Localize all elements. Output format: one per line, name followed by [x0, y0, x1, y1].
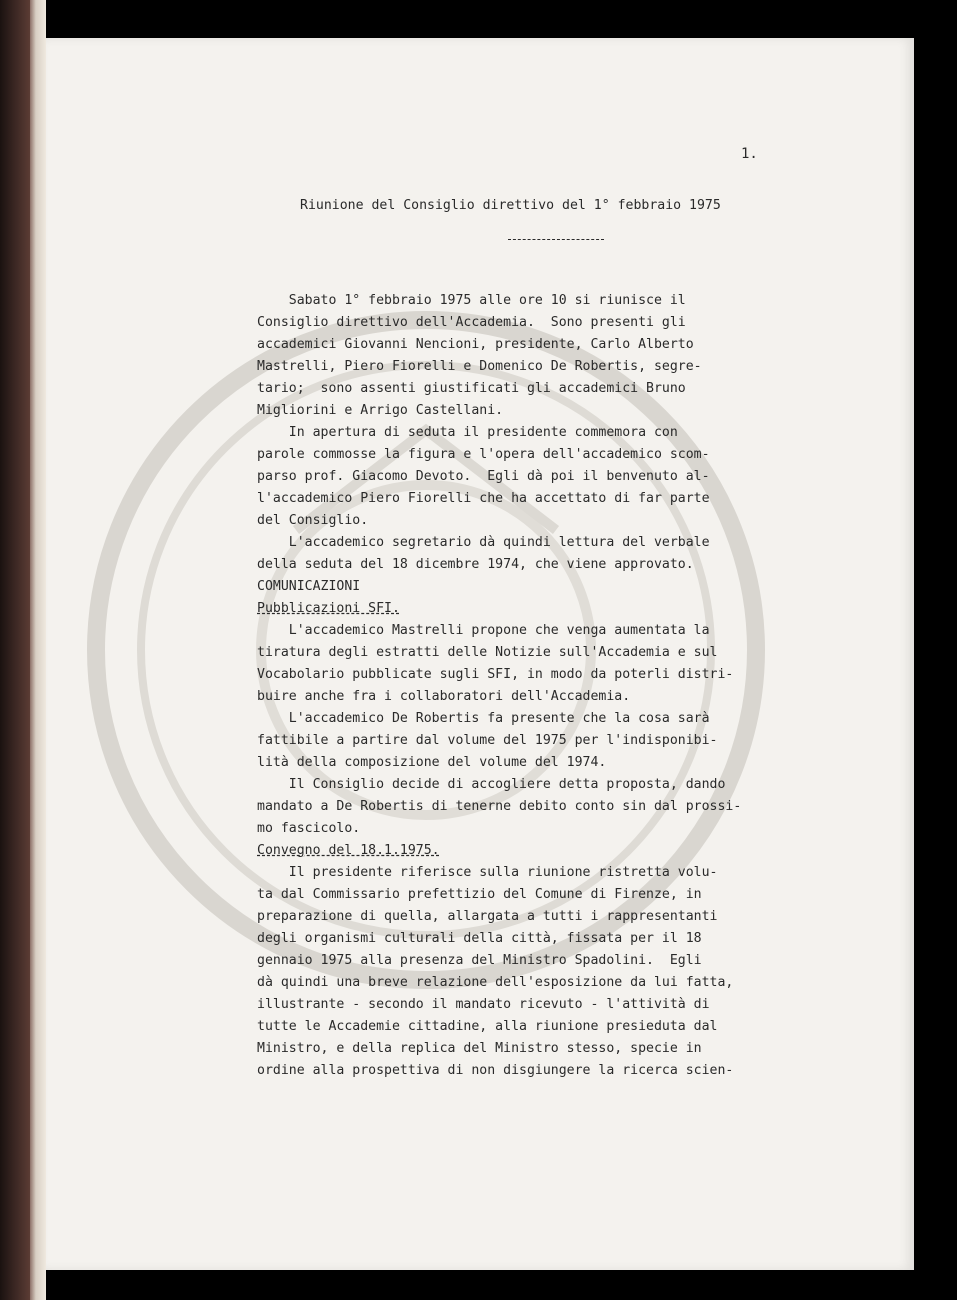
body-line: L'accademico segretario dà quindi lettura del verbale — [257, 535, 710, 550]
body-line: preparazione di quella, allargata a tutti i rappresentanti — [257, 909, 718, 924]
body-line: Il Consiglio decide di accogliere detta proposta, dando — [257, 777, 726, 792]
body-line: gennaio 1975 alla presenza del Ministro Spadolini. Egli — [257, 953, 702, 968]
body-line: parole commosse la figura e l'opera dell'accademico scom- — [257, 447, 710, 462]
body-line: In apertura di seduta il presidente commemora con — [257, 425, 678, 440]
title-underline — [508, 239, 604, 240]
body-line: Ministro, e della replica del Ministro stesso, specie in — [257, 1041, 702, 1056]
document-title: Riunione del Consiglio direttivo del 1° febbraio 1975 — [300, 198, 721, 213]
body-line: fattibile a partire dal volume del 1975 per l'indisponibi- — [257, 733, 718, 748]
body-line: degli organismi culturali della città, fissata per il 18 — [257, 931, 702, 946]
section-heading: COMUNICAZIONI — [257, 579, 361, 594]
body-line: tutte le Accademie cittadine, alla riunione presieduta dal — [257, 1019, 718, 1034]
body-line: tiratura degli estratti delle Notizie sull'Accademia e sul — [257, 645, 718, 660]
body-line: dà quindi una breve relazione dell'esposizione da lui fatta, — [257, 975, 734, 990]
body-line: mandato a De Robertis di tenerne debito conto sin dal prossi- — [257, 799, 742, 814]
subsection-heading: Convegno del 18.1.1975. — [257, 843, 440, 858]
body-line: Consiglio direttivo dell'Accademia. Sono presenti gli — [257, 315, 686, 330]
body-line: Sabato 1° febbraio 1975 alle ore 10 si riunisce il — [257, 293, 686, 308]
body-line: ta dal Commissario prefettizio del Comune di Firenze, in — [257, 887, 702, 902]
body-line: del Consiglio. — [257, 513, 369, 528]
body-line: Il presidente riferisce sulla riunione ristretta volu- — [257, 865, 718, 880]
body-line: lità della composizione del volume del 1974. — [257, 755, 607, 770]
body-line: illustrante - secondo il mandato ricevuto - l'attività di — [257, 997, 710, 1012]
body-line: l'accademico Piero Fiorelli che ha accettato di far parte — [257, 491, 710, 506]
body-line: mo fascicolo. — [257, 821, 361, 836]
body-line: ordine alla prospettiva di non disgiungere la ricerca scien- — [257, 1063, 734, 1078]
body-line: buire anche fra i collaboratori dell'Accademia. — [257, 689, 631, 704]
body-line: Migliorini e Arrigo Castellani. — [257, 403, 504, 418]
document-body — [257, 290, 857, 1082]
body-line: tario; sono assenti giustificati gli accademici Bruno — [257, 381, 686, 396]
body-line: L'accademico De Robertis fa presente che la cosa sarà — [257, 711, 710, 726]
body-line: Vocabolario pubblicate sugli SFI, in modo da poterli distri- — [257, 667, 734, 682]
body-line: L'accademico Mastrelli propone che venga aumentata la — [257, 623, 710, 638]
book-binding — [0, 0, 46, 1300]
page-number: 1. — [741, 146, 758, 162]
body-line: accademici Giovanni Nencioni, presidente, Carlo Alberto — [257, 337, 694, 352]
body-line: Mastrelli, Piero Fiorelli e Domenico De Robertis, segre- — [257, 359, 702, 374]
subsection-heading: Pubblicazioni SFI. — [257, 601, 400, 616]
body-line: della seduta del 18 dicembre 1974, che viene approvato. — [257, 557, 694, 572]
body-line: parso prof. Giacomo Devoto. Egli dà poi il benvenuto al- — [257, 469, 710, 484]
binding-spine — [0, 0, 30, 1300]
